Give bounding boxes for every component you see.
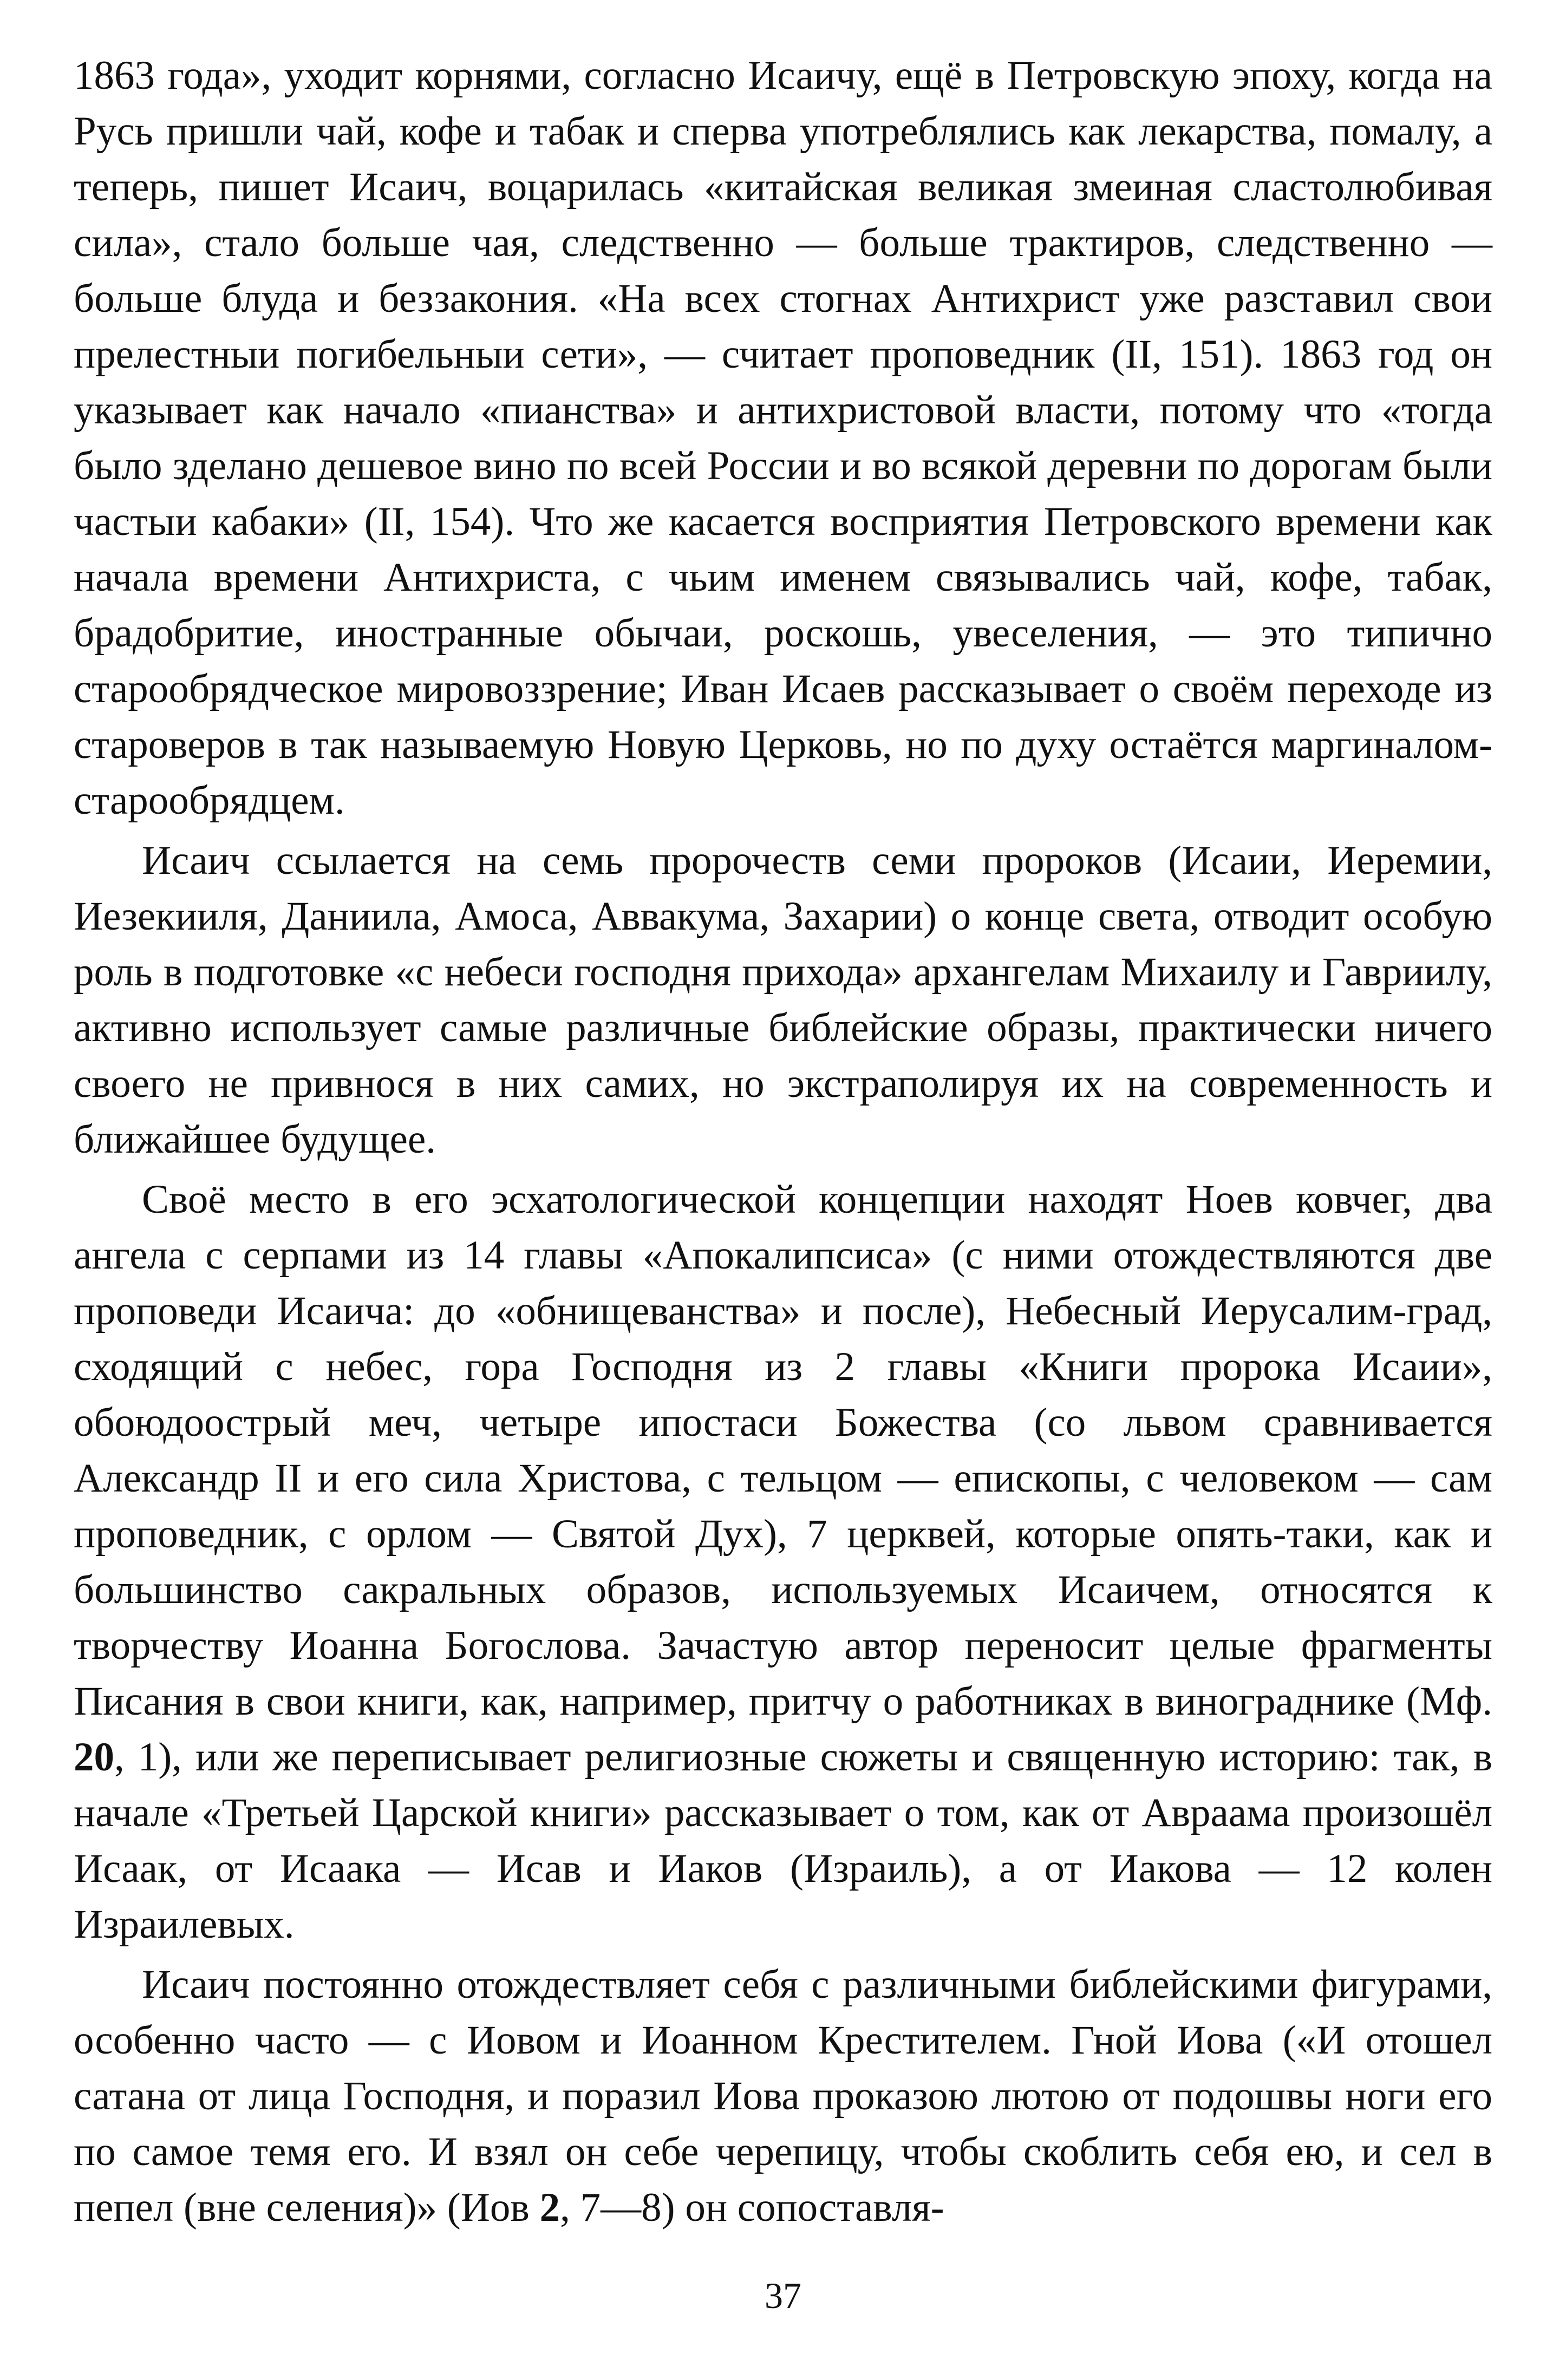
paragraph-2 — [74, 833, 1492, 1167]
paragraph-3-text-b: , 1), или же переписывает религиозные сюжеты и священную историю: так, в начале «Третьей Царской книги» рассказывает о том, как от Авраама произошёл Исаак, от Исаака — Исав и Иаков (Израиль), а от Иакова — 12 колен Израилевых. — [74, 1735, 1492, 1947]
page-body — [74, 48, 1492, 2235]
paragraph-1-text: 1863 года», уходит корнями, согласно Исаичу, ещё в Петровскую эпоху, когда на Русь пришли чай, кофе и табак и сперва употреблялись как лекарства, помалу, а теперь, пишет Исаич, воцарилась «китайская великая змеиная сластолюбивая сила», стало больше чая, следственно — больше трактиров, следственно — больше блуда и беззакония. «На всех стогнах Антихрист уже разставил свои прелестныи погибельныи сети», — считает проповедник (II, 151). 1863 год он указывает как начало «пианства» и антихристовой власти, потому что «тогда было зделано дешевое вино по всей России и во всякой деревни по дорогам были частыи кабаки» (II, 154). Что же касается восприятия Петровского времени как начала времени Антихриста, с чьим именем связывались чай, кофе, табак, брадобритие, иностранные обычаи, роскошь, увеселения, — это типично старообрядческое мировоззрение; Иван Исаев рассказывает о своём переходе из староверов в так называемую Новую Церковь, но по духу остаётся маргиналом-старообрядцем. — [74, 53, 1492, 823]
paragraph-3-text-a: Своё место в его эсхатологической концепции находят Ноев ковчег, два ангела с серпами из 14 главы «Апокалипсиса» (с ними отождествляются две проповеди Исаича: до «обнищеванства» и после), Небесный Иерусалим-град, сходящий с небес, гора Господня из 2 главы «Книги пророка Исаии», обоюдоострый меч, четыре ипостаси Божества (со львом сравнивается Александр II и его сила Христова, с тельцом — епископы, с человеком — сам проповедник, с орлом — Святой Дух), 7 церквей, которые опять-таки, как и большинство сакральных образов, используемых Исаичем, относятся к творчеству Иоанна Богослова. Зачастую автор переносит целые фрагменты Писания в свои книги, как, например, притчу о работниках в винограднике (Мф. — [74, 1177, 1492, 1724]
paragraph-1 — [74, 48, 1492, 828]
paragraph-2-text: Исаич ссылается на семь пророчеств семи пророков (Исаии, Иеремии, Иезекииля, Даниила, Амоса, Аввакума, Захарии) о конце света, отводит особую роль в подготовке «с небеси господня прихода» архангелам Михаилу и Гавриилу, активно использует самые различные библейские образы, практически ничего своего не привнося в них самих, но экстраполируя их на современность и ближайшее будущее. — [74, 838, 1492, 1162]
paragraph-4-text-a: Исаич постоянно отождествляет себя с различными библейскими фигурами, особенно часто — с Иовом и Иоанном Крестителем. Гной Иова («И отошел сатана от лица Господня, и поразил Иова проказою лютою от подошвы ноги его по самое темя его. И взял он себе черепицу, чтобы скоблить себя ею, и сел в пепел (вне селения)» (Иов — [74, 1962, 1492, 2230]
paragraph-4 — [74, 1957, 1492, 2235]
paragraph-4-text-b: , 7—8) он сопоставля- — [560, 2185, 944, 2230]
chapter-number-bold: 2 — [539, 2185, 560, 2230]
paragraph-3 — [74, 1172, 1492, 1952]
page-number: 37 — [765, 2275, 801, 2316]
chapter-number-bold: 20 — [74, 1735, 114, 1780]
